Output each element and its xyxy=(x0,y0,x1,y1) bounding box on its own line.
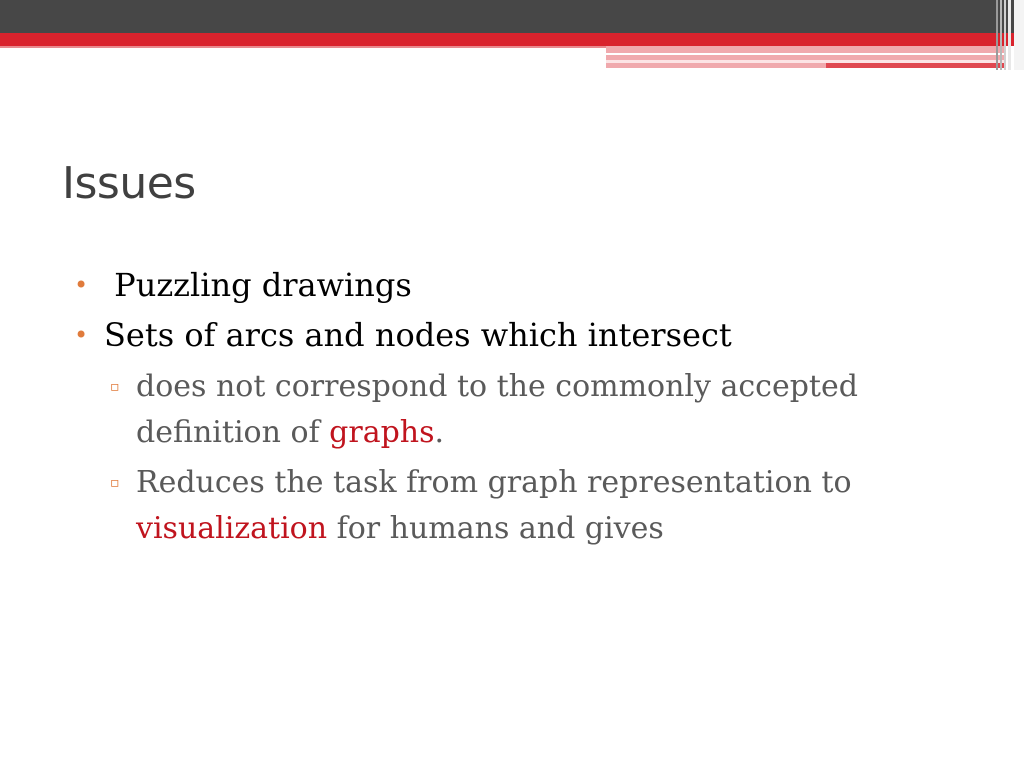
highlight-term: graphs xyxy=(329,415,435,450)
bullet-dot-icon: • xyxy=(74,271,89,299)
bullet-text: Sets of arcs and nodes which intersect xyxy=(104,316,732,354)
edge-strip xyxy=(1008,0,1011,70)
sub-bullet-text-end: for humans and gives xyxy=(327,511,664,546)
sub-bullet-item xyxy=(74,364,974,456)
edge-strip xyxy=(1004,0,1006,70)
square-bullet-icon: ▫ xyxy=(110,379,120,395)
header-red-short-line xyxy=(826,63,1006,68)
header-dark-band xyxy=(0,0,1024,33)
sub-bullet-text: does not correspond to the commonly accepted definition of xyxy=(136,369,858,450)
bullet-item xyxy=(74,260,974,310)
sub-bullet-item xyxy=(74,460,974,552)
edge-strip xyxy=(1000,0,1002,70)
edge-strip xyxy=(1014,0,1024,70)
slide-title: Issues xyxy=(62,158,196,209)
sub-bullet-text: Reduces the task from graph representation to xyxy=(136,465,852,500)
bullet-text: Puzzling drawings xyxy=(104,266,412,304)
square-bullet-icon: ▫ xyxy=(110,475,120,491)
edge-strip xyxy=(996,0,998,70)
sub-bullet-text-end: . xyxy=(434,415,445,450)
highlight-term: visualization xyxy=(136,511,328,546)
header-red-band xyxy=(0,33,1024,46)
bullet-item xyxy=(74,310,974,360)
bullet-dot-icon: • xyxy=(74,321,89,349)
header-white-line xyxy=(606,53,1006,55)
slide-content xyxy=(74,260,974,552)
header-red-thin-line xyxy=(0,46,606,48)
